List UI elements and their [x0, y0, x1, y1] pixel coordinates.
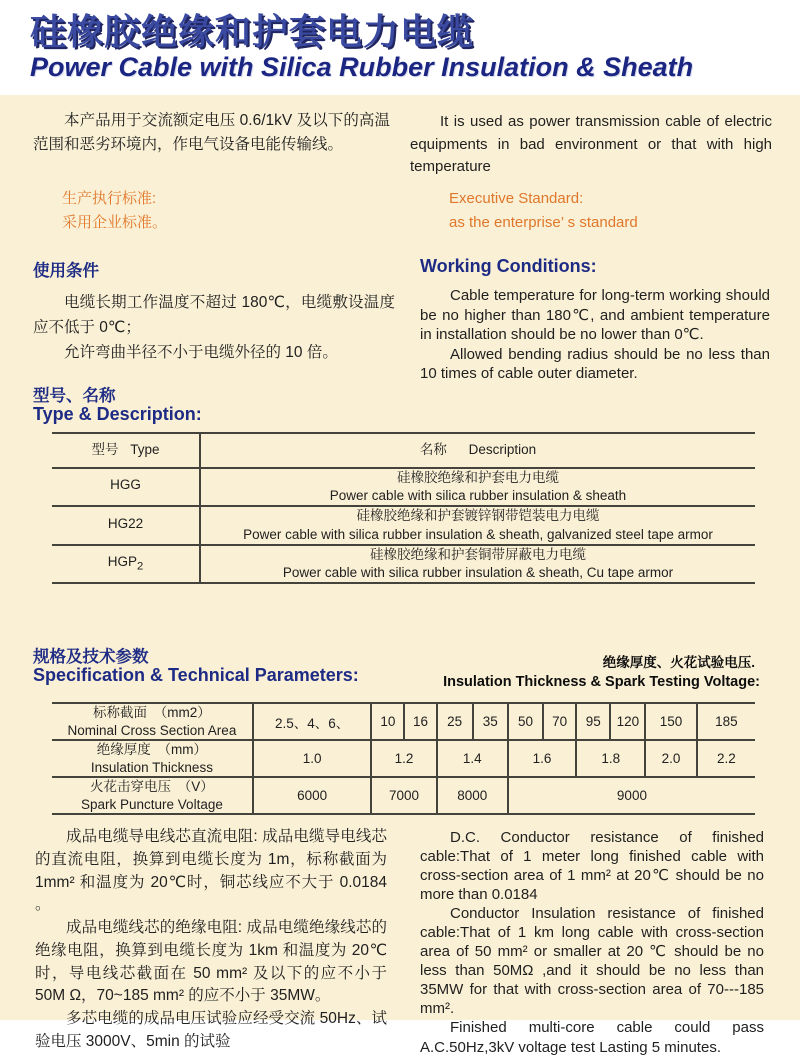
header-type-cn: 型号 — [91, 442, 119, 458]
type-desc-cell — [200, 506, 755, 544]
page-body — [0, 95, 800, 1056]
executive-standard-cn — [62, 187, 167, 235]
type-table-header-desc — [200, 433, 755, 468]
spec-label-thickness-en: Insulation Thickness — [90, 759, 213, 775]
spec-voltage-value: 8000 — [437, 777, 508, 814]
spec-label-thickness-cn: 绝缘厚度 （mm） — [96, 742, 208, 758]
type-desc-cn: 硅橡胶绝缘和护套电力电缆 — [397, 470, 559, 485]
spec-label-area — [52, 703, 253, 740]
intro-text-cn: 本产品用于交流额定电压 0.6/1kV 及以下的高温范围和恶劣环境内，作电气设备电能传输线。 — [33, 112, 390, 154]
spec-voltage-value: 6000 — [253, 777, 372, 814]
type-table-header-row — [52, 433, 755, 468]
notes-cn-p1: 成品电缆导电线芯直流电阻: 成品电缆导电线芯的直流电阻，换算到电缆长度为 1m，标称截面为 1mm² 和温度为 20℃时，铜芯线应不大于 0.0184 。 — [35, 828, 387, 914]
type-heading-cn: 型号、名称 — [33, 387, 116, 405]
spec-row-voltage — [52, 777, 755, 814]
table-row — [52, 506, 755, 544]
spec-area-value: 70 — [543, 703, 576, 740]
executive-standard-en — [449, 187, 638, 235]
header-desc-en: Description — [468, 442, 537, 458]
type-code: HGP — [107, 554, 137, 570]
type-code-sub: 2 — [137, 560, 144, 573]
standard-en-line1: Executive Standard: — [449, 190, 584, 207]
spec-thickness-value: 2.2 — [697, 740, 755, 777]
notes-cn-p3: 多芯电缆的成品电压试验应经受交流 50Hz、试验电压 3000V、5min 的试验 — [35, 1010, 387, 1051]
type-table-header-type — [52, 433, 200, 468]
type-desc-en: Power cable with silica rubber insulation & sheath, Cu tape armor — [282, 565, 674, 581]
spec-thickness-value: 2.0 — [645, 740, 696, 777]
spec-label-voltage-en: Spark Puncture Voltage — [81, 796, 223, 812]
intro-paragraph-cn — [33, 109, 390, 157]
spec-area-value: 185 — [697, 703, 755, 740]
page-header — [0, 0, 800, 95]
spec-area-value: 50 — [508, 703, 543, 740]
spec-row-thickness — [52, 740, 755, 777]
spec-right-heading-en: Insulation Thickness & Spark Testing Voltage: — [443, 674, 760, 690]
header-desc-cn: 名称 — [419, 442, 447, 458]
spec-label-voltage — [52, 777, 253, 814]
type-desc-cell — [200, 468, 755, 506]
spec-thickness-value: 1.6 — [508, 740, 576, 777]
type-code-cell — [52, 506, 200, 544]
spec-heading-en: Specification & Technical Parameters: — [33, 665, 359, 685]
intro-paragraph-en — [410, 111, 772, 179]
conditions-heading-cn: 使用条件 — [33, 262, 99, 280]
spec-area-value: 16 — [404, 703, 436, 740]
spec-voltage-value: 7000 — [371, 777, 436, 814]
spec-thickness-value: 1.8 — [576, 740, 645, 777]
type-description-table — [52, 432, 755, 584]
type-code: HG22 — [107, 515, 144, 531]
table-row — [52, 545, 755, 583]
spec-thickness-value: 1.2 — [371, 740, 436, 777]
conditions-heading-en: Working Conditions: — [420, 256, 597, 276]
conditions-en-p1: Cable temperature for long-term working should be no higher than 180℃, and ambient temperature in installation should be no lower than 0℃. — [420, 287, 770, 343]
spec-area-value: 2.5、4、6、 — [253, 703, 372, 740]
notes-en-p3: Finished multi-core cable could pass A.C.50Hz,3kV voltage test Lasting 5 minutes. — [420, 1019, 764, 1056]
type-desc-en: Power cable with silica rubber insulation & sheath, galvanized steel tape armor — [243, 526, 713, 542]
spec-table — [52, 702, 755, 815]
spec-label-thickness — [52, 740, 253, 777]
standard-en-line2: as the enterprise’ s standard — [449, 214, 638, 231]
spec-right-heading-cn: 绝缘厚度、火花试验电压. — [602, 655, 755, 670]
spec-thickness-value: 1.0 — [253, 740, 372, 777]
table-row — [52, 468, 755, 506]
spec-label-area-cn: 标称截面 （mm2） — [93, 705, 211, 720]
type-desc-cell — [200, 545, 755, 583]
page-title-english: Power Cable with Silica Rubber Insulation & Sheath — [30, 52, 694, 82]
spec-area-value: 150 — [645, 703, 696, 740]
type-desc-cn: 硅橡胶绝缘和护套镀锌钢带铠装电力电缆 — [356, 508, 600, 524]
spec-voltage-value: 9000 — [508, 777, 755, 814]
spec-area-value: 35 — [473, 703, 508, 740]
standard-cn-line1: 生产执行标准: — [62, 190, 157, 207]
notes-en-p2: Conductor Insulation resistance of finished cable:That of 1 km long cable with cross-section area of 50 mm² or smaller at 20 ℃ should be no less than 50MΩ ,and it should be no less than 35MW for that with cross-section area of 70---185 mm². — [420, 905, 764, 1018]
spec-thickness-value: 1.4 — [437, 740, 508, 777]
spec-heading-cn: 规格及技术参数 — [33, 648, 149, 666]
header-type-en: Type — [130, 442, 160, 458]
type-code-cell — [52, 468, 200, 506]
spec-area-value: 25 — [437, 703, 473, 740]
type-code-cell — [52, 545, 200, 583]
spec-area-value: 95 — [576, 703, 610, 740]
conditions-cn-p2: 允许弯曲半径不小于电缆外径的 10 倍。 — [64, 343, 338, 361]
spec-label-voltage-cn: 火花击穿电压 （V） — [90, 779, 214, 795]
conditions-en-p2: Allowed bending radius should be no less than 10 times of cable outer diameter. — [420, 345, 770, 382]
spec-row-area — [52, 703, 755, 740]
notes-en — [420, 828, 764, 1057]
spec-label-area-en: Nominal Cross Section Area — [67, 722, 237, 738]
standard-cn-line2: 采用企业标准。 — [62, 214, 168, 231]
conditions-cn-p1: 电缆长期工作温度不超过 180℃，电缆敷设温度应不低于 0℃； — [33, 294, 395, 336]
type-heading-en: Type & Description: — [33, 404, 202, 424]
spec-area-value: 120 — [610, 703, 645, 740]
page-title-chinese: 硅橡胶绝缘和护套电力电缆 — [30, 11, 475, 52]
type-desc-en: Power cable with silica rubber insulation & sheath — [329, 488, 627, 504]
spec-area-value: 10 — [371, 703, 404, 740]
conditions-body-en — [420, 286, 770, 384]
type-code: HGG — [110, 477, 141, 493]
notes-cn-p2: 成品电缆线芯的绝缘电阻: 成品电缆绝缘线芯的绝缘电阻，换算到电缆长度为 1km 和温度为 20℃时，导电线芯截面在 50 mm² 及以下的应不小于 50M Ω，70~185 mm² 的应不小于 35MW。 — [35, 919, 387, 1005]
intro-text-en: It is used as power transmission cable of electric equipments in bad environment or that with high temperature — [410, 113, 772, 175]
conditions-body-cn — [33, 291, 395, 365]
type-desc-cn: 硅橡胶绝缘和护套铜带屏蔽电力电缆 — [370, 546, 586, 562]
notes-en-p1: D.C. Conductor resistance of finished cable:That of 1 meter long finished cable with cross-section area of 1 mm² at 20℃ should be no more than 0.0184 — [420, 829, 764, 904]
